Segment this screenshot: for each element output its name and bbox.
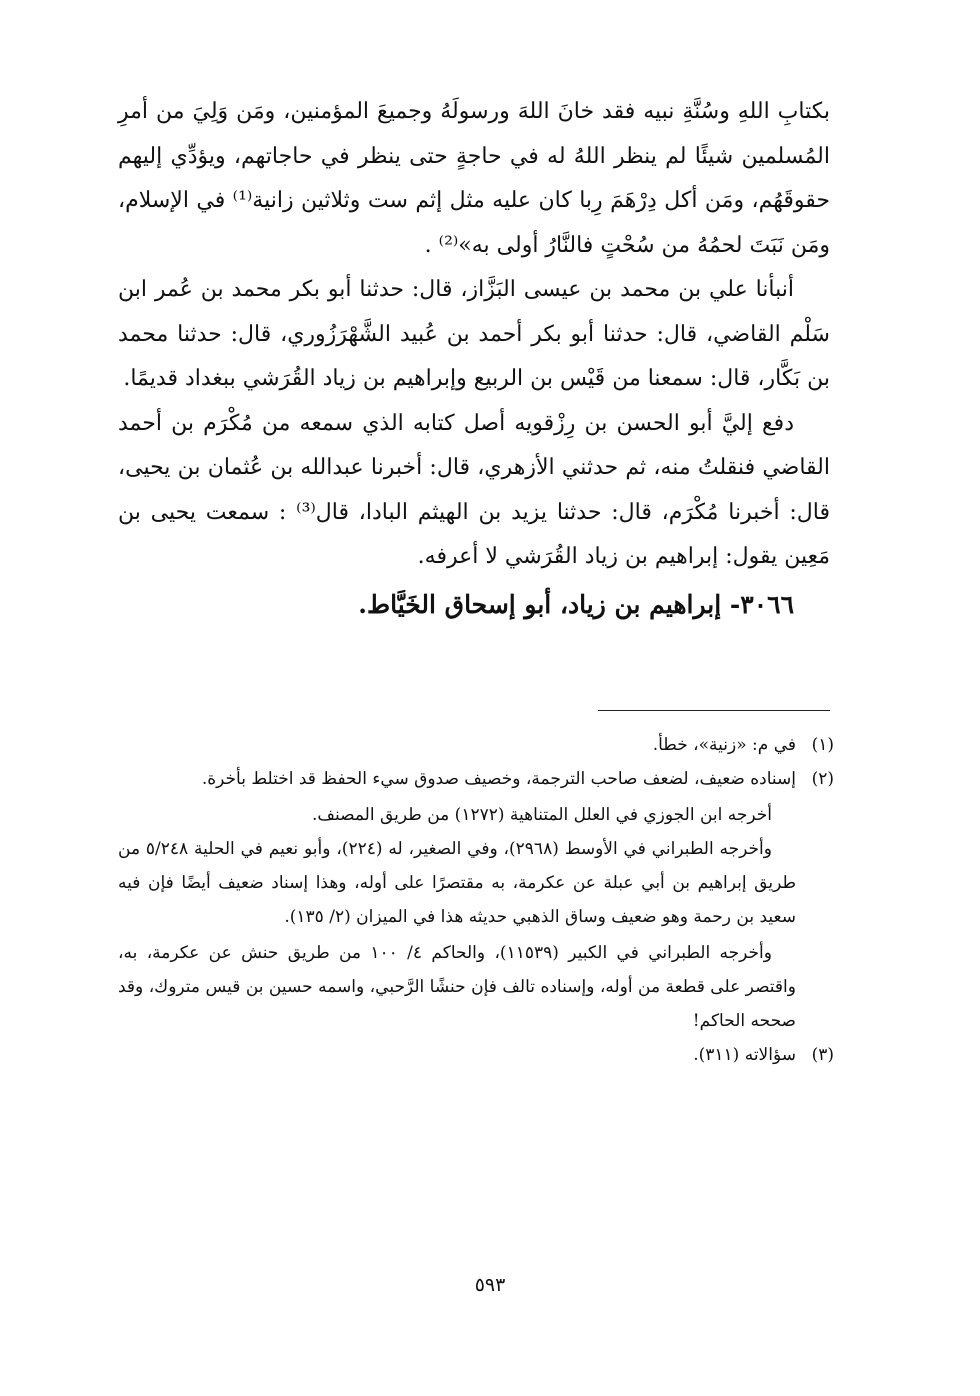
footnote-number: (١) — [811, 735, 834, 755]
footnote-3 — [118, 1038, 834, 1072]
footnote-separator — [598, 710, 830, 711]
footnote-2-takhrij-2: وأخرجه الطبراني في الأوسط (٢٩٦٨)، وفي الصغير، له (٢٢٤)، وأبو نعيم في الحلية ٥/٢٤٨ من طريق إبراهيم بن أبي عبلة عن عكرمة، به مقتصرًا على أوله، وهذا إسناد ضعيف أيضًا فإن فيه سعيد بن رحمة وهو ضعيف وساق الذهبي حديثه هذا في الميزان (٢/ ١٣٥). — [118, 839, 796, 927]
page-number: ٥٩٣ — [474, 1274, 506, 1296]
entry-heading: ٣٠٦٦- إبراهيم بن زياد، أبو إسحاق الخَيَّاط. — [358, 589, 794, 619]
footnote-text: إسناده ضعيف، لضعف صاحب الترجمة، وخصيف صدوق سيء الحفظ قد اختلط بأخرة. — [201, 769, 796, 789]
footnote-number: (٣) — [811, 1045, 834, 1065]
footnotes — [118, 728, 834, 1072]
paragraph-isnad-1: أنبأنا علي بن محمد بن عيسى البَزَّاز، قال: حدثنا أبو بكر محمد بن عُمر ابن سَلْم القاضي، قال: حدثنا أبو بكر أحمد بن عُبيد الشَّهْرَزُوري، قال: حدثنا محمد بن بَكَّار، قال: سمعنا من قَيْس بن الربيع وإبراهيم بن زياد القُرَشي ببغداد قديمًا. — [118, 277, 830, 391]
paragraph-hadith-continuation: بكتابِ اللهِ وسُنَّةِ نبيه فقد خانَ اللهَ ورسولَهُ وجميعَ المؤمنين، ومَن وَلِيَ من أمرِ المُسلمين شيئًا لم ينظر اللهُ له في حاجةٍ حتى ينظر في حاجاتهم، ويؤدِّي إليهم حقوقَهُم، ومَن أكل دِرْهَمَ رِبا كان عليه مثل إثم ست وثلاثين زانية⁽¹⁾ في الإسلام، ومَن نَبَتَ لحمُهُ من سُحْتٍ فالنَّارُ أولى به»⁽²⁾ . — [118, 99, 830, 258]
footnote-text: سؤالاته (٣١١). — [693, 1045, 796, 1065]
footnote-2 — [118, 762, 834, 796]
footnote-2-takhrij-1: أخرجه ابن الجوزي في العلل المتناهية (١٢٧٢) من طريق المصنف. — [311, 805, 772, 825]
paragraph-isnad-2: دفع إليَّ أبو الحسن بن رِزْقويه أصل كتابه الذي سمعه من مُكْرَم بن أحمد القاضي فنقلتُ منه، ثم حدثني الأزهري، قال: أخبرنا عبدالله بن عُثمان بن يحيى، قال: أخبرنا مُكْرَم، قال: حدثنا يزيد بن الهيثم البادا، قال⁽³⁾ : سمعت يحيى بن مَعِين يقول: إبراهيم بن زياد القُرَشي لا أعرفه. — [118, 410, 830, 569]
footnote-text: في م: «زنية»، خطأ. — [652, 735, 796, 755]
footnote-2-takhrij-3: وأخرجه الطبراني في الكبير (١١٥٣٩)، والحاكم ٤/ ١٠٠ من طريق حنش عن عكرمة، به، واقتصر على قطعة من أوله، وإسناده تالف فإن حنشًا الرَّحبي، واسمه حسين بن قيس متروك، وقد صححه الحاكم! — [118, 943, 796, 1031]
main-text — [118, 90, 830, 630]
footnote-1 — [118, 728, 834, 762]
footnote-number: (٢) — [811, 769, 834, 789]
